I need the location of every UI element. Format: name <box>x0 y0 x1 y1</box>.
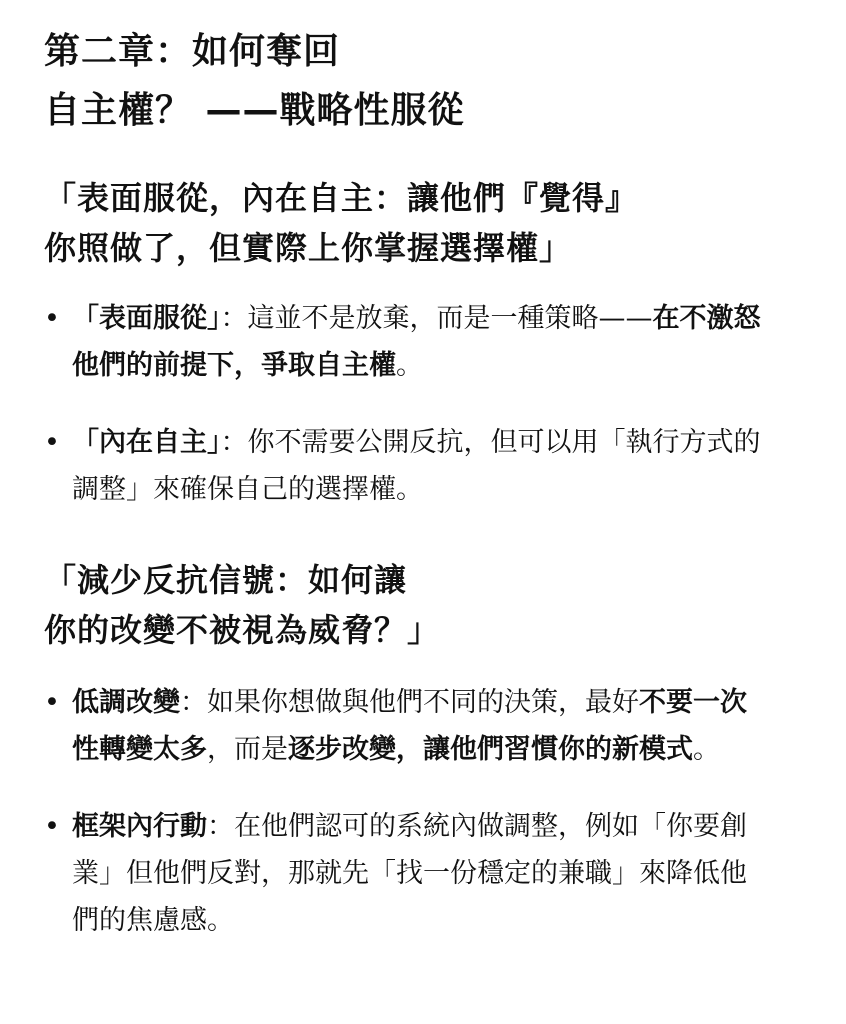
section-1-bullet-list <box>44 295 806 513</box>
bullet-term: 框架內行動 <box>72 811 207 842</box>
chapter-title <box>44 22 806 140</box>
bullet-dot: • <box>44 303 60 334</box>
bullet-text: ：在他們認可的系統內做調整，例如「你要創業」但他們反對，那就先「找一份穩定的兼職」來降低他們的焦慮感。 <box>72 811 747 936</box>
chapter-title-line-2: 自主權？ ——戰略性服從 <box>44 90 465 131</box>
section-heading-1-line-2: 你照做了，但實際上你掌握選擇權」 <box>44 229 573 267</box>
bullet-low-key-change <box>44 679 772 773</box>
section-2-bullet-list <box>44 679 806 944</box>
section-heading-1-line-1: 「表面服從，內在自主：讓他們『覺得』 <box>44 179 639 217</box>
section-heading-2-line-2: 你的改變不被視為威脅？」 <box>44 611 441 649</box>
bullet-term: 「內在自主」 <box>72 427 221 458</box>
bullet-dot: • <box>44 687 60 718</box>
bullet-emphasis: 逐步改變，讓他們習慣你的新模式 <box>288 734 693 765</box>
bullet-inner-autonomy <box>44 419 772 513</box>
bullet-text: ：你不需要公開反抗，但可以用「執行方式的調整」來確保自己的選擇權。 <box>72 427 761 505</box>
bullet-text: 。 <box>396 350 423 381</box>
section-heading-2 <box>44 555 806 655</box>
bullet-dot: • <box>44 427 60 458</box>
bullet-dot: • <box>44 811 60 842</box>
bullet-text: ：如果你想做與他們不同的決策，最好 <box>180 687 639 718</box>
bullet-term: 「表面服從」 <box>72 303 221 334</box>
bullet-emphasis: 在不激怒他們的前提下，爭取自主權 <box>72 303 761 381</box>
bullet-act-within-framework <box>44 803 772 944</box>
bullet-text: ，而是 <box>207 734 288 765</box>
section-heading-1 <box>44 173 806 273</box>
bullet-emphasis: 不要一次性轉變太多 <box>72 687 747 765</box>
section-heading-2-line-1: 「減少反抗信號：如何讓 <box>44 561 408 599</box>
chapter-title-line-1: 第二章：如何奪回 <box>44 31 341 72</box>
bullet-text: 。 <box>693 734 720 765</box>
bullet-text: ：這並不是放棄，而是一種策略—— <box>220 303 653 334</box>
bullet-term: 低調改變 <box>72 687 180 718</box>
bullet-surface-compliance <box>44 295 772 389</box>
